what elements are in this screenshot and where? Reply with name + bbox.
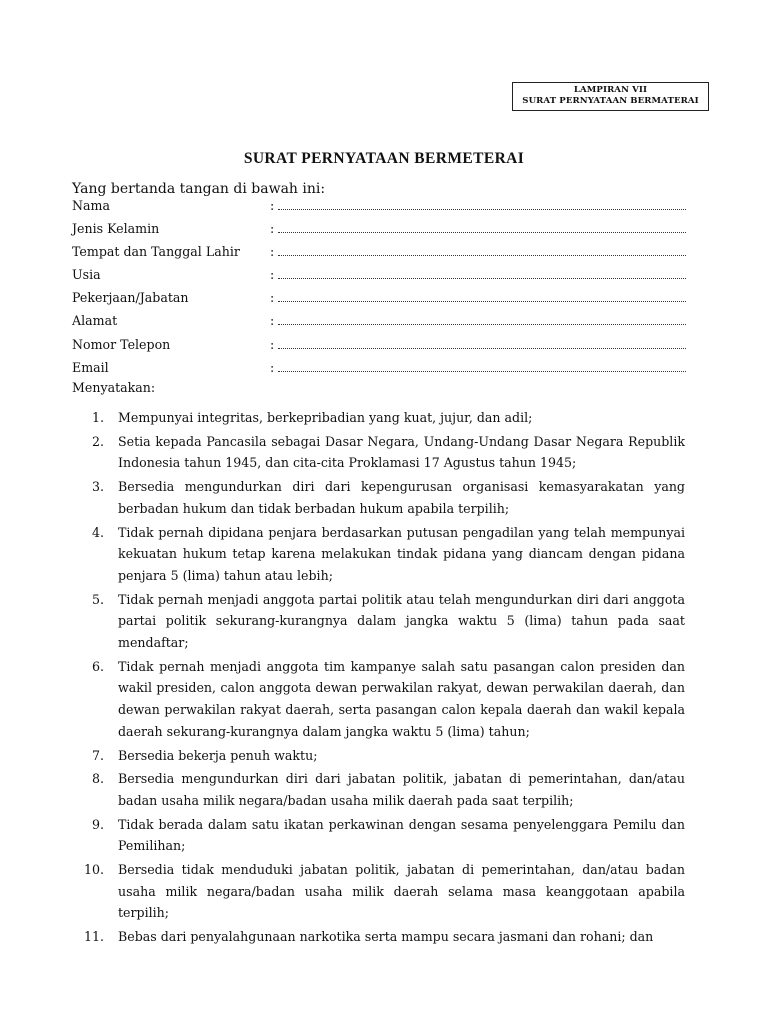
statement-number: 1.: [91, 410, 104, 425]
statement-item: [72, 926, 685, 948]
statement-item: [72, 407, 685, 429]
statement-number: 9.: [91, 816, 104, 832]
statement-item: [72, 476, 685, 519]
field-colon: :: [270, 221, 275, 237]
field-fill-line[interactable]: [278, 371, 686, 372]
field-label: Usia: [72, 267, 101, 283]
annex-number: LAMPIRAN VII: [573, 85, 648, 95]
statement-number: 2.: [91, 433, 104, 449]
field-colon: :: [270, 336, 275, 352]
statement-item: [72, 859, 685, 924]
statement-text: Tidak pernah dipidana penjara berdasarkan putusan pengadilan yang telah mempunyai kekuatan hukum tetap karena melakukan tindak pidana yang diancam dengan pidana penjara 5 (lima) tahun atau lebih;: [118, 524, 685, 583]
intro-text: Yang bertanda tangan di bawah ini:: [72, 181, 326, 197]
statement-item: [72, 656, 685, 743]
field-colon: :: [270, 198, 275, 213]
statement-text: Tidak berada dalam satu ikatan perkawinan dengan sesama penyelenggara Pemilu dan Pemilihan;: [118, 816, 685, 854]
field-fill-line[interactable]: [278, 324, 686, 325]
field-row: [72, 220, 686, 243]
statement-number: 3.: [91, 479, 104, 495]
statement-text: Bebas dari penyalahgunaan narkotika serta mampu secara jasmani dan rohani; dan: [118, 929, 654, 945]
field-fill-line[interactable]: [278, 255, 686, 256]
annex-subtitle: SURAT PERNYATAAN BERMATERAI: [522, 96, 699, 106]
field-label: Tempat dan Tanggal Lahir: [72, 244, 240, 260]
statement-text: Tidak pernah menjadi anggota tim kampanye salah satu pasangan calon presiden dan wakil presiden, calon anggota dewan perwakilan rakyat, dewan perwakilan daerah, dan dewan perwakilan rakyat daerah, serta pasangan calon kepala daerah dan wakil kepala daerah sekurang-kurangnya dalam jangka waktu 5 (lima) tahun;: [118, 658, 685, 739]
statement-number: 7.: [91, 747, 104, 763]
statement-number: 11.: [83, 929, 104, 945]
statement-number: 4.: [91, 524, 104, 540]
field-fill-line[interactable]: [278, 278, 686, 279]
field-colon: :: [270, 267, 275, 283]
annex-label-box: [512, 82, 709, 111]
field-fill-line[interactable]: [278, 348, 686, 349]
field-row: [72, 243, 686, 266]
field-colon: :: [270, 313, 275, 329]
statement-item: [72, 431, 685, 474]
document-title: SURAT PERNYATAAN BERMETERAI: [243, 150, 525, 167]
field-row: [72, 197, 686, 220]
statement-number: 5.: [91, 591, 104, 607]
field-colon: :: [270, 244, 275, 260]
field-label: Nama: [72, 198, 110, 213]
field-fill-line[interactable]: [278, 232, 686, 233]
field-row: [72, 359, 686, 382]
field-label: Nomor Telepon: [72, 336, 171, 352]
field-fill-line[interactable]: [278, 301, 686, 302]
statement-text: Bersedia bekerja penuh waktu;: [118, 747, 318, 763]
statement-list: [72, 407, 685, 950]
field-label: Jenis Kelamin: [72, 221, 160, 237]
statement-text: Bersedia mengundurkan diri dari jabatan politik, jabatan di pemerintahan, dan/atau badan usaha milik negara/badan usaha milik daerah pada saat terpilih;: [118, 771, 685, 808]
statement-number: 6.: [91, 658, 104, 674]
statement-item: [72, 589, 685, 654]
statement-number: 10.: [83, 862, 104, 878]
statement-number: 8.: [91, 771, 104, 787]
field-row: [72, 336, 686, 359]
field-colon: :: [270, 359, 275, 375]
field-colon: :: [270, 290, 275, 306]
statement-item: [72, 768, 685, 811]
field-row: [72, 266, 686, 289]
field-label: Email: [72, 359, 109, 375]
field-row: [72, 289, 686, 312]
field-fill-line[interactable]: [278, 209, 686, 210]
statement-text: Bersedia tidak menduduki jabatan politik, jabatan di pemerintahan, dan/atau badan usaha milik negara/badan usaha milik daerah selama masa keanggotaan apabila terpilih;: [118, 862, 685, 921]
statement-item: [72, 814, 685, 857]
identity-fields: [72, 197, 686, 382]
statement-text: Tidak pernah menjadi anggota partai politik atau telah mengundurkan diri dari anggota partai politik sekurang-kurangnya dalam jangka waktu 5 (lima) tahun pada saat mendaftar;: [118, 591, 685, 651]
statement-text: Setia kepada Pancasila sebagai Dasar Negara, Undang-Undang Dasar Negara Republik Indonesia tahun 1945, dan cita-cita Proklamasi 17 Agustus tahun 1945;: [118, 433, 685, 471]
field-label: Pekerjaan/Jabatan: [72, 290, 189, 306]
field-label: Alamat: [72, 313, 118, 329]
declaration-heading: Menyatakan:: [72, 380, 156, 395]
statement-item: [72, 745, 685, 767]
field-row: [72, 312, 686, 335]
statement-text: Mempunyai integritas, berkepribadian yang kuat, jujur, dan adil;: [118, 410, 533, 425]
statement-text: Bersedia mengundurkan diri dari kepengurusan organisasi kemasyarakatan yang berbadan hukum dan tidak berbadan hukum apabila terpilih;: [118, 479, 685, 516]
statement-item: [72, 522, 685, 587]
